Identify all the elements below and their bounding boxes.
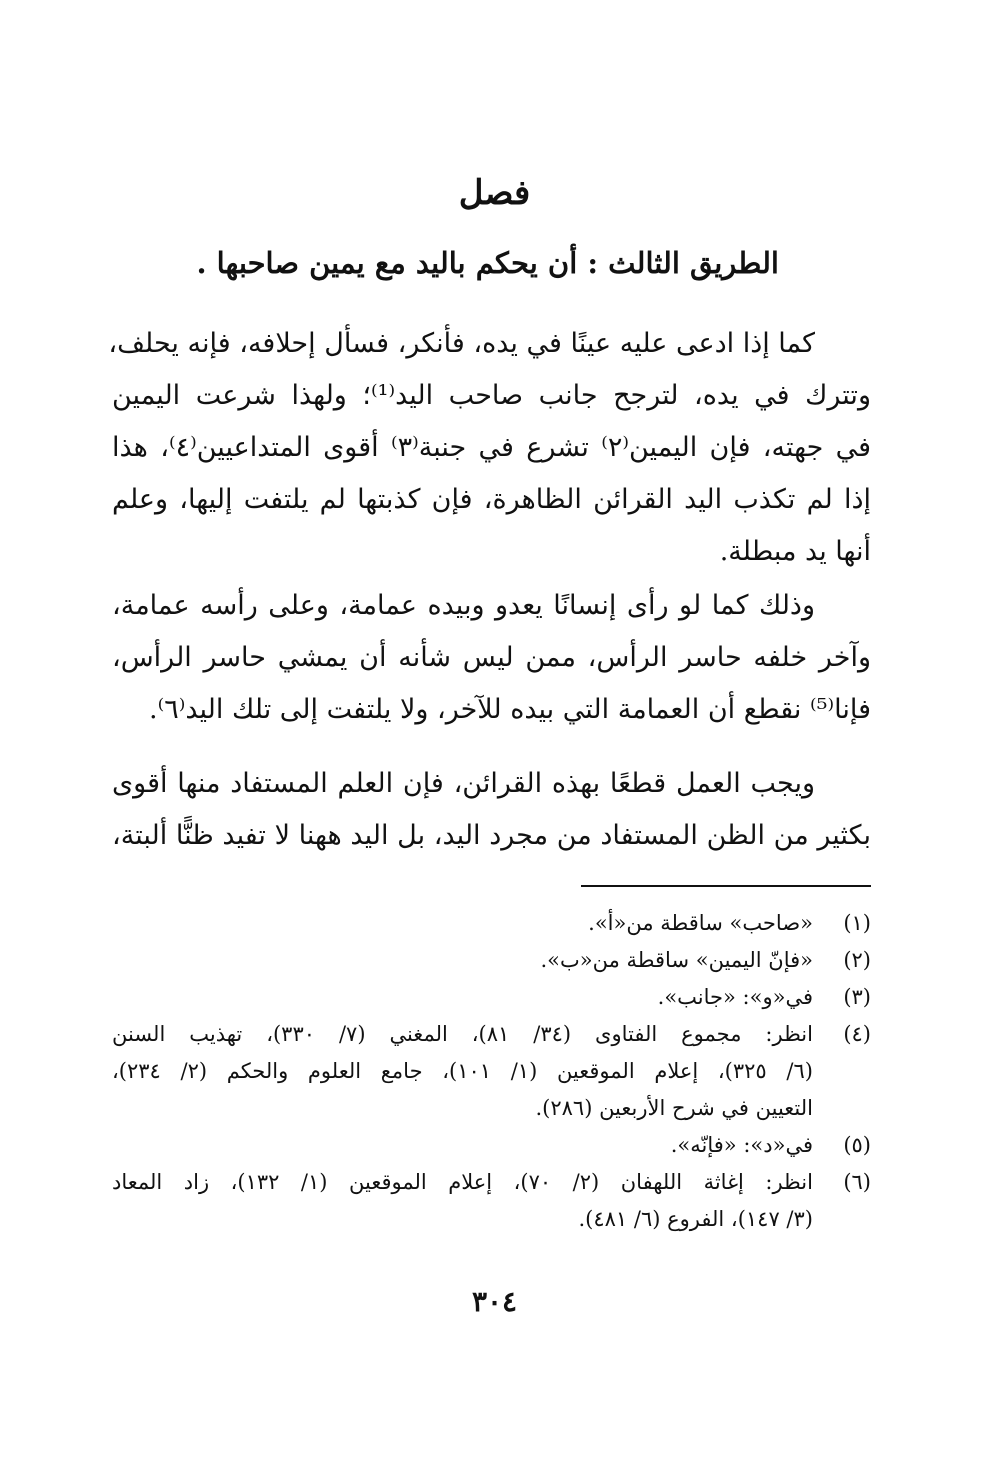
paragraph-line: ويجب العمل قطعًا بهذه القرائن، فإن العلم المستفاد منها أقوى: [112, 768, 815, 799]
paragraph-3: [112, 758, 871, 862]
footnote-number: (٥): [843, 1133, 871, 1157]
footnote-2: [112, 942, 871, 979]
paragraph-line: كما إذا ادعى عليه عينًا في يده، فأنكر، فسأل إحلافه، فإنه يحلف،: [108, 328, 815, 359]
footnote-number: (٦): [843, 1170, 871, 1194]
footnote-separator: [581, 885, 871, 887]
footnote-5: [112, 1127, 871, 1164]
footnote-number: (٣): [843, 985, 871, 1009]
footnote-line: انظر: مجموع الفتاوى (٣٤/ ٨١)، المغني (٧/ ٣٣٠)، تهذيب السنن: [112, 1022, 813, 1046]
footnote-number: (٢): [843, 948, 871, 972]
paragraph-line: فإنا⁽⁵⁾ نقطع أن العمامة التي بيده للآخر، ولا يلتفت إلى تلك اليد⁽٦⁾.: [149, 694, 871, 725]
footnote-line: في«و»: «جانب».: [657, 985, 813, 1009]
footnote-line: التعيين في شرح الأربعين (٢٨٦).: [535, 1096, 813, 1120]
page-number: ٣٠٤: [471, 1285, 518, 1318]
footnote-line: (٦/ ٣٢٥)، إعلام الموقعين (١/ ١٠١)، جامع العلوم والحكم (٢/ ٢٣٤)،: [112, 1059, 813, 1083]
paragraph-line: إذا لم تكذب اليد القرائن الظاهرة، فإن كذبتها لم يلتفت إليها، وعلم: [112, 484, 871, 515]
paragraph-line: وذلك كما لو رأى إنسانًا يعدو وبيده عمامة، وعلى رأسه عمامة،: [112, 590, 815, 621]
paragraph-1: [108, 318, 871, 578]
section-subtitle: الطريق الثالث : أن يحكم باليد مع يمين صاحبها .: [196, 246, 779, 280]
paragraph-line: وآخر خلفه حاسر الرأس، ممن ليس شأنه أن يمشي حاسر الرأس،: [112, 642, 871, 673]
paragraph-line: أنها يد مبطلة.: [719, 536, 871, 567]
footnote-line: في«د»: «فإنّه».: [670, 1133, 813, 1157]
footnote-3: [112, 979, 871, 1016]
paragraph-line: بكثير من الظن المستفاد من مجرد اليد، بل اليد ههنا لا تفيد ظنًّا ألبتة،: [112, 820, 871, 851]
footnote-number: (١): [843, 911, 871, 935]
footnote-line: (٣/ ١٤٧)، الفروع (٦/ ٤٨١).: [578, 1207, 813, 1231]
footnote-number: (٤): [843, 1022, 871, 1046]
paragraph-line: وتترك في يده، لترجح جانب صاحب اليد⁽¹⁾؛ ولهذا شرعت اليمين: [112, 380, 871, 411]
footnote-4: [112, 1016, 871, 1127]
paragraph-line: في جهته، فإن اليمين⁽٢⁾ تشرع في جنبة⁽٣⁾ أقوى المتداعيين⁽٤⁾، هذا: [112, 432, 871, 463]
section-title: فصل: [458, 173, 531, 213]
paragraph-2: [112, 580, 871, 736]
footnote-6: [112, 1164, 871, 1238]
footnote-1: [112, 905, 871, 942]
footnotes: [112, 905, 871, 1238]
footnote-line: «فإنّ اليمين» ساقطة من«ب».: [540, 948, 813, 972]
footnote-line: «صاحب» ساقطة من«أ».: [588, 911, 813, 935]
footnote-line: انظر: إغاثة اللهفان (٢/ ٧٠)، إعلام الموقعين (١/ ١٣٢)، زاد المعاد: [112, 1170, 813, 1194]
